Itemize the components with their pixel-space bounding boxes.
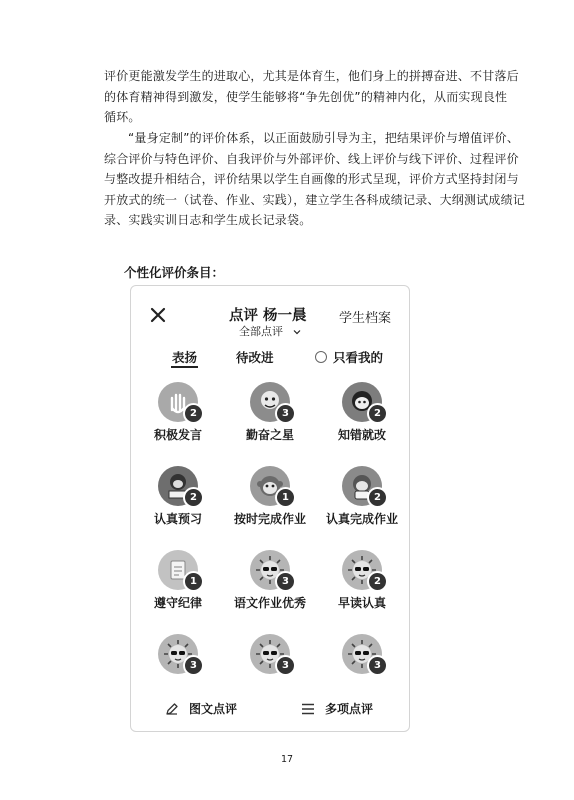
page-number: 17 bbox=[280, 754, 294, 765]
evaluation-item[interactable] bbox=[317, 382, 407, 443]
evaluation-item-label: 积极发言 bbox=[153, 428, 202, 442]
app-screenshot bbox=[130, 285, 410, 732]
image-text-comment-button[interactable] bbox=[165, 700, 237, 717]
page-title: 点评 杨一晨 bbox=[229, 308, 307, 324]
paragraph-line: 录、实践实训日志和学生成长记录袋。 bbox=[104, 213, 312, 227]
paragraph-line: 开放式的统一（试卷、作业、实践），建立学生各科成绩记录、大纲测试成绩记 bbox=[104, 192, 526, 207]
radio-icon bbox=[315, 351, 327, 363]
evaluation-item-label: 遵守纪律 bbox=[153, 596, 202, 610]
section-heading: 个性化评价条目： bbox=[124, 265, 225, 280]
evaluation-item-label: 语文作业优秀 bbox=[233, 596, 306, 610]
pencil-icon bbox=[165, 702, 179, 716]
paragraph-line: “量身定制”的评价体系，以正面鼓励引导为主，把结果评价与增值评价、 bbox=[128, 131, 520, 145]
multi-comment-label: 多项点评 bbox=[325, 702, 374, 716]
count-badge: 2 bbox=[367, 403, 388, 424]
sun-sunglasses-icon bbox=[158, 634, 198, 674]
evaluation-item[interactable] bbox=[225, 634, 315, 674]
paragraph-line: 循环。 bbox=[104, 110, 141, 124]
sun-sunglasses-icon bbox=[250, 550, 290, 590]
clipboard-icon bbox=[158, 550, 198, 590]
evaluation-item[interactable] bbox=[133, 550, 223, 611]
evaluation-item-label: 早读认真 bbox=[337, 596, 386, 610]
studious-character-icon bbox=[250, 382, 290, 422]
filter-dropdown[interactable] bbox=[239, 323, 301, 339]
count-badge: 3 bbox=[367, 655, 388, 676]
multi-comment-button[interactable] bbox=[301, 700, 373, 717]
count-badge: 3 bbox=[275, 403, 296, 424]
evaluation-item-label: 认真预习 bbox=[153, 512, 202, 526]
paragraph-line: 的体育精神得到激发，使学生能够将“争先创优”的精神内化，从而实现良性 bbox=[104, 89, 508, 104]
evaluation-item[interactable] bbox=[317, 466, 407, 527]
paragraph-line: 评价更能激发学生的进取心，尤其是体育生，他们身上的拼搏奋进、不甘落后 bbox=[104, 69, 519, 83]
paragraph-2 bbox=[104, 128, 526, 231]
evaluation-item-label: 认真完成作业 bbox=[325, 512, 398, 526]
evaluation-item-label: 知错就改 bbox=[337, 428, 386, 442]
count-badge: 2 bbox=[183, 403, 204, 424]
count-badge: 2 bbox=[183, 487, 204, 508]
active-tab-indicator bbox=[171, 366, 198, 368]
evaluation-item[interactable] bbox=[225, 466, 315, 527]
sun-sunglasses-icon bbox=[250, 634, 290, 674]
paragraph-1 bbox=[104, 66, 519, 128]
tab-improve[interactable]: 待改进 bbox=[236, 350, 274, 365]
paragraph-line: 综合评价与特色评价、自我评价与外部评价、线上评价与线下评价、过程评价 bbox=[104, 151, 519, 166]
tab-praise[interactable]: 表扬 bbox=[172, 350, 198, 365]
evaluation-item[interactable] bbox=[225, 550, 315, 611]
count-badge: 3 bbox=[275, 571, 296, 592]
filter-dropdown-label: 全部点评 bbox=[239, 325, 283, 338]
reading-monkey-icon bbox=[158, 466, 198, 506]
paragraph-line: 与整改提升相结合，评价结果以学生自画像的形式呈现，评价方式坚持封闭与 bbox=[104, 172, 519, 186]
only-mine-label: 只看我的 bbox=[333, 350, 384, 365]
menu-icon bbox=[301, 703, 315, 715]
evaluation-item-label: 按时完成作业 bbox=[233, 512, 306, 526]
sun-sunglasses-icon bbox=[342, 550, 382, 590]
evaluation-item-label: 勤奋之星 bbox=[245, 428, 294, 442]
count-badge: 1 bbox=[275, 487, 296, 508]
close-icon[interactable] bbox=[149, 306, 167, 324]
evaluation-item[interactable] bbox=[133, 634, 223, 674]
evaluation-item[interactable] bbox=[133, 466, 223, 527]
evaluation-item[interactable] bbox=[225, 382, 315, 443]
student-archive-link[interactable]: 学生档案 bbox=[338, 311, 391, 326]
evaluation-item[interactable] bbox=[133, 382, 223, 443]
count-badge: 2 bbox=[367, 487, 388, 508]
count-badge: 3 bbox=[183, 655, 204, 676]
image-text-comment-label: 图文点评 bbox=[189, 702, 238, 716]
character-face-icon bbox=[342, 382, 382, 422]
chevron-down-icon bbox=[293, 328, 301, 336]
sun-sunglasses-icon bbox=[342, 634, 382, 674]
only-mine-toggle[interactable] bbox=[315, 348, 383, 366]
count-badge: 1 bbox=[183, 571, 204, 592]
raised-hand-icon bbox=[158, 382, 198, 422]
evaluation-item[interactable] bbox=[317, 550, 407, 611]
monkey-badge-icon bbox=[342, 466, 382, 506]
count-badge: 3 bbox=[275, 655, 296, 676]
monkey-face-icon bbox=[250, 466, 290, 506]
evaluation-item[interactable] bbox=[317, 634, 407, 674]
count-badge: 2 bbox=[367, 571, 388, 592]
